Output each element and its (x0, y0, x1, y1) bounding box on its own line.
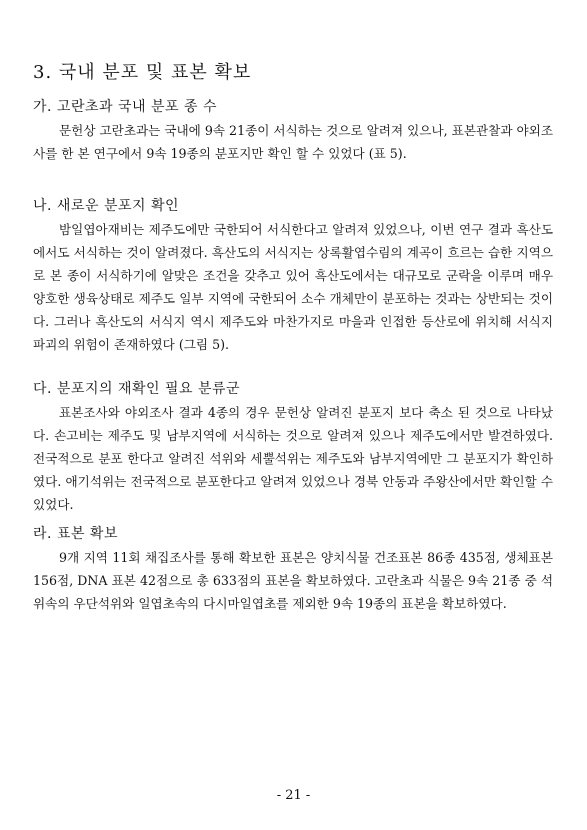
subsection-heading-ra: 라. 표본 확보 (33, 526, 118, 542)
paragraph-ga: 문헌상 고란초과는 국내에 9속 21종이 서식하는 것으로 알려져 있으나, 표본관찰과 야외조사를 한 본 연구에서 9속 19종의 분포지만 확인 할 수 있었다 (표 5). (33, 123, 553, 161)
section-title: 3. 국내 분포 및 표본 확보 (33, 62, 252, 83)
paragraph-ra: 9개 지역 11회 채집조사를 통해 확보한 표본은 양치식물 건조표본 86종 435점, 생체표본156점, DNA 표본 42점으로 총 633점의 표본을 확보하였다. 고란초과 식물은 9속 21종 중 석위속의 우단석위와 일엽초속의 다시마일엽초를 제외한 9속 19종의 표본을 확보하였다. (33, 550, 553, 611)
page-number: - 21 - (276, 788, 311, 803)
subsection-heading-na: 나. 새로운 분포지 확인 (33, 198, 180, 214)
paragraph-na: 밤일엽아재비는 제주도에만 국한되어 서식한다고 알려져 있었으나, 이번 연구 결과 흑산도에서도 서식하는 것이 알려졌다. 흑산도의 서식지는 상록활엽수림의 계곡이 흐르는 습한 지역으로 본 종이 서식하기에 알맞은 조건을 갖추고 있어 흑산도에서는 대규모로 군락을 이루며 매우 양호한 생육상태로 제주도 일부 지역에 국한되어 소수 개체만이 분포하는 것과는 상반되는 것이다. 그러나 흑산도의 서식지 역시 제주도와 마찬가지로 마을과 인접한 등산로에 위치해 서식지 파괴의 위험이 존재하였다 (그림 5). (33, 222, 553, 352)
paragraph-da: 표본조사와 야외조사 결과 4종의 경우 문헌상 알려진 분포지 보다 축소 된 것으로 나타났다. 손고비는 제주도 및 남부지역에 서식하는 것으로 알려져 있으나 제주도에서만 발견하였다. 전국적으로 분포 한다고 알려진 석위와 세뿔석위는 제주도와 남부지역에만 그 분포지가 확인하였다. 애기석위는 전국적으로 분포한다고 알려져 있었으나 경북 안동과 주왕산에서만 확인할 수 있었다. (33, 405, 553, 512)
subsection-heading-ga: 가. 고란초과 국내 분포 종 수 (33, 99, 217, 115)
subsection-heading-da: 다. 분포지의 재확인 필요 분류군 (33, 381, 241, 397)
